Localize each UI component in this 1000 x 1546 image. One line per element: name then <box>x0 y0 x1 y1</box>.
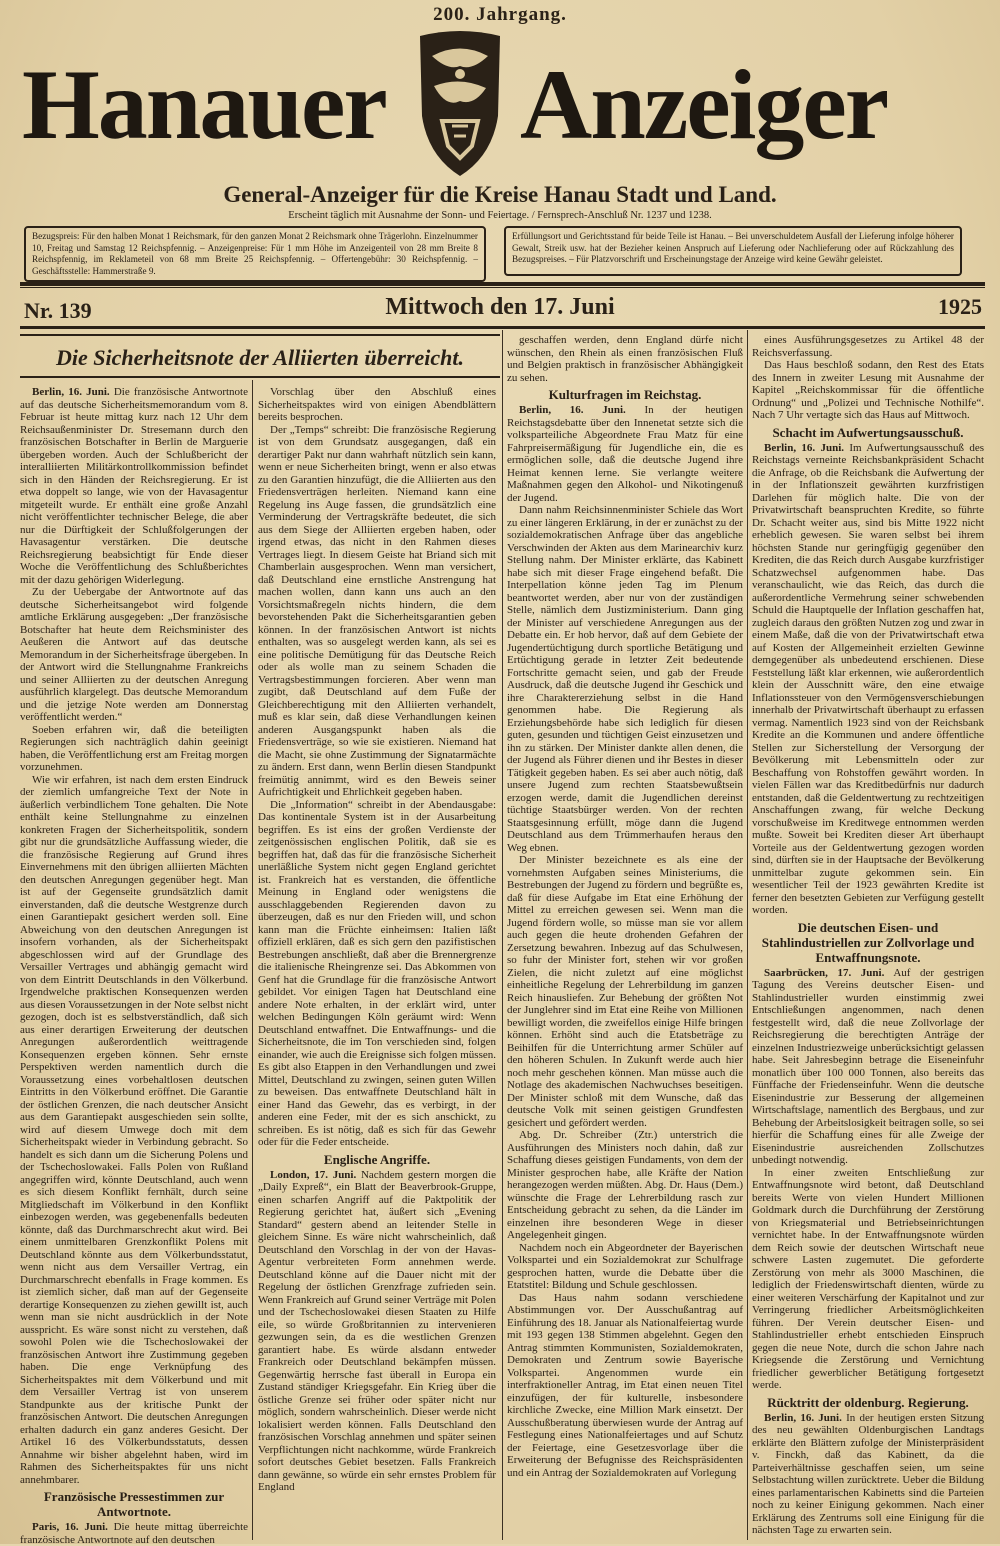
article-paragraph <box>752 442 984 917</box>
column-divider <box>747 330 748 1540</box>
article-paragraph <box>752 334 984 359</box>
paragraph-text: Soeben erfahren wir, daß die beteiligten Regierungen sich nachträglich dahin geeinigt haben, die Veröffentlichung erst am Freitag morgen vorzunehmen. <box>20 723 248 773</box>
article-column-2 <box>258 386 496 1494</box>
paragraph-text: Zu der Uebergabe der Antwortnote auf das deutsche Sicherheitsangebot wird folgende amtliche Erklärung ausgegeben: „Der französische Botschafter hat heute dem Reichsminister des Aeußeren die Antwort auf das deutsche Memorandum in der Sicherheitsfrage übergeben. In der Antwort wird die Stellungnahme Frankreichs und seiner Alliierten zu der deutschen Anregung ausführlich klargelegt. Das deutsche Memorandum und die jetzige Note werden am Donnerstag veröffentlicht werden.“ <box>20 586 248 723</box>
paragraph-text: Auf der gestrigen Tagung des Vereins deutscher Eisen- und Stahlindustrieller wurden einstimmig zwei Entschließungen angenommen, nach denen festgestellt wird, daß die neue Zollvorlage der Reichsregierung die berechtigten Anträge der einzelnen Industriezweige unberücksichtigt gelassen habe. Seit Jahresbeginn betrage die Eiseneinfuhr monatlich über 100 000 Tonnen, also bereits das Fünffache der Friedenseinfuhr. Wenn die deutsche Eisenindustrie zur Besserung der allgemeinen Wirtschaftslage, namentlich des Bergbaus, und zur Behebung der Arbeitslosigkeit beitragen solle, so sei hierfür die Schaffung eines für alle Zweige der Eisenindustrie ausreichenden Zollschutzes unbedingt notwendig. <box>752 966 984 1166</box>
paragraph-text: Dann nahm Reichsinnenminister Schiele das Wort zu einer längeren Erklärung, in der er zunächst zu der sozialdemokratischen Anfrage über das angebliche Verschwinden der Akten aus dem Marinearchiv kurz Stellung nahm. Der Minister erklärte, das Kabinett habe sich mit dieser Frage eingehend befaßt. Die Interpellation könne jeden Tag im Plenum beantwortet werden, aber nur von der zuständigen Stelle, nämlich dem Justizministerium. Dann ging der Minister auf verschiedene Anregungen aus der Debatte ein. Er hob hervor, daß auf dem Gebiete der Jugendertüchtigung durch sportliche Betätigung und Ertüchtigung gerade in letzter Zeit bedeutende Fortschritte gemacht seien, und gab der Freude Ausdruck, daß die deutsche Jugend ihr Geschick und ihre Charaktererziehung selbst in die Hand genommen habe. Die Regierung als Erziehungsbehörde habe sich lediglich für diesen guten, gesunden und tüchtigen Geist einzusetzen und ihn zu stärken. Der Minister dankte allen denen, die der Jugend als Führer dienen und ihr Bestes in dieser Tätigkeit gegeben haben. Es sei aber auch nötig, daß unsere Jugend zum rechten Staatsbewußtsein erzogen werde, damit die Jugendlichen dereinst tüchtige Staatsbürger werden. Von der rechten Staatsgesinnung erfüllt, möge dann die Jugend Deutschland aus dem Trümmerhaufen heraus den Weg ebnen. <box>507 504 743 854</box>
main-headline: Die Sicherheitsnote der Alliierten überreicht. <box>20 334 500 378</box>
article-paragraph <box>752 1167 984 1392</box>
issue-year: 1925 <box>938 294 982 319</box>
paragraph-text: Nachdem gestern morgen die „Daily Expreß“, ein Blatt der Beaverbrook-Gruppe, einen scharfen Angriff auf die Paktpolitik der Regierung gerichtet hat, äußert sich „Evening Standard“ gestern abend an leitender Stelle in gleichem Sinne. Es wäre nicht wahrscheinlich, daß Deutschland den Vorschlag in der von der Havas-Agentur verbreiteten Form annehmen werde. Deutschland könne auf die Dauer nicht mit der Regelung der östlichen Grenzfrage zufrieden sein. Wenn Frankreich auf Grund seiner Verträge mit Polen und der Tschechoslowakei diesen Staaten zu Hilfe eile, so würde Großbritannien zu intervenieren gezwungen sein, da es die westlichen Grenzen garantiert habe. Es würde alsdann entweder Frankreich oder Deutschland bekämpfen müssen. Gegenwärtig herrsche fast überall in Europa ein Zustand ständiger Kriegsgefahr. Ein Krieg über die östliche Grenze sei früher oder später nicht nur möglich, sondern wahrscheinlich. Dieser werde nicht lokalisiert werden können. Falls Deutschland den französischen Vorschlag annehmen und später seinen Verpflichtungen nicht nachkomme, würde Frankreich sofort deutsches Gebiet besetzen. Falls Frankreich dann gewänne, so würde ein sehr ernstes Problem für England <box>258 1168 496 1493</box>
article-paragraph <box>507 504 743 854</box>
article-column-3 <box>507 334 743 1479</box>
article-paragraph <box>752 967 984 1167</box>
article-subheading: Englische Angriffe. <box>323 1151 431 1167</box>
dateline-lead: Berlin, 16. Juni. <box>519 404 626 416</box>
paragraph-text: Der Minister bezeichnete es als eine der vornehmsten Aufgaben seines Ministeriums, die Bestrebungen der Jugend zu fördern und begrüßte es, daß für diese Aufgabe im Etat eine Erhöhung der Mittel zu erreichen gewesen sei. Wenn man die Jugend fördern wolle, so müsse man sie vor allem auch gegen die heute drohenden Gefahren der Zersetzung bewahren. Inbezug auf das Schulwesen, so fuhr der Minister fort, stehen wir vor großen Zielen, die nicht zuletzt auf eine möglichst einheitliche Regelung der Lehrerbildung im ganzen Reich hinausliefen. Zur Behebung der größten Not der Junglehrer sind im Etat eine Reihe von Millionen bewilligt worden, die zweifellos einige Hilfe bringen können. Erhöht sind auch die Etatsbeträge zu Beihilfen für die Unterrichtung armer Schüler auf den höheren Schulen. In Zukunft werde auch hier noch mehr geschehen können. Man müsse auch die Notlage des akademischen Nachwuchses beseitigen. Der Minister schloß mit dem Wunsche, daß das deutsche Volk mit seinen geistigen Grundfesten gesichert und gefördert werden. <box>507 854 743 1129</box>
paragraph-text: geschaffen werden, denn England dürfe nicht wünschen, den Rhein als einen französischen Fluß und Belgien praktisch in französischer Abhängigkeit zu sehen. <box>507 334 743 384</box>
dateline-lead: Berlin, 16. Juni. <box>764 441 845 454</box>
article-paragraph <box>752 1412 984 1537</box>
dateline-lead: Paris, 16. Juni. <box>32 1521 108 1533</box>
paragraph-text: In der heutigen Reichstagsdebatte über den Innenetat setzte sich die volksparteiliche Abgeordnete Frau Matz für eine Fahrpreisermäßigung für Jugendliche ein, die es ermöglichen solle, daß die deutsche Jugend ihre Heimat kennen lerne. Sie verlangte weitere Maßnahmen gegen den Alkohol- und Nikotingenuß der Jugend. <box>507 404 744 504</box>
paragraph-text: Das Haus nahm sodann verschiedene Abstimmungen vor. Der Ausschußantrag auf Einführung des 18. Januar als Nationalfeiertag wurde mit 193 gegen 138 Stimmen abgelehnt. Gegen den Antrag stimmten Kommunisten, Sozialdemokraten, Demokraten und Zentrum sowie Bayerische Volkspartei. Angenommen wurde ein interfraktioneller Antrag, im Etat einen neuen Titel einzufügen, der für kulturelle, insbesondere kirchliche Zwecke, eine Million Mark einsetzt. Der Ausschußberatung überwiesen wurde der Antrag auf Festlegung eines Nationalfeiertages und auf Schutz der Feiertage, eine Gesetzesvorlage über die Erweiterung der Befugnisse des Reichspräsidenten und ein Antrag der Sozialdemokraten auf Vorlegung <box>507 1291 743 1479</box>
publication-info: Erscheint täglich mit Ausnahme der Sonn- und Feiertage. / Fernsprech-Anschluß Nr. 1237 und 1238. <box>288 210 712 221</box>
article-column-4 <box>752 334 984 1537</box>
dateline-lead: Berlin, 16. Juni. <box>764 1411 842 1424</box>
issue-date: Mittwoch den 17. Juni <box>385 294 615 320</box>
masthead-rule-thin <box>20 287 985 288</box>
masthead-subtitle: General-Anzeiger für die Kreise Hanau Stadt und Land. <box>223 182 777 207</box>
article-paragraph <box>752 359 984 422</box>
masthead-rule <box>20 282 985 286</box>
article-paragraph <box>20 724 248 774</box>
masthead-title-right: Anzeiger <box>520 49 888 160</box>
article-paragraph <box>258 1169 496 1494</box>
dateline-lead: London, 17. Juni. <box>270 1168 357 1181</box>
masthead-title-left: Hanauer <box>22 49 386 160</box>
article-paragraph <box>20 586 248 724</box>
article-paragraph <box>507 1292 743 1480</box>
paragraph-text: Nachdem noch ein Abgeordneter der Bayerischen Volkspartei und ein Sozialdemokrat zur Schulfrage gesprochen hatten, wurde die Debatte über die Etatstitel: Bildung und Schule geschlossen. <box>507 1241 743 1291</box>
article-paragraph <box>258 424 496 799</box>
issue-number: Nr. 139 <box>24 298 92 323</box>
paragraph-text: Wie wir erfahren, ist nach dem ersten Eindruck der ziemlich umfangreiche Text der Note in äußerlich verbindlichem Tone gehalten. Die Note enthält keine Stellungnahme zu einzelnen konkreten Fragen der Sicherheitspolitik, sondern gibt nur die grundsätzliche Auffassung wieder, die die französische Regierung auf Grund ihres Einvernehmens mit den übrigen alliierten Mächten den deutschen Anregungen gegenüber hegt. Man ist auf der Gegenseite grundsätzlich damit einverstanden, daß die deutsche Westgrenze durch einen Garantiepakt gesichert werden soll. Eine Abweichung von den deutschen Anregungen ist insofern vorhanden, als der Sicherheitspakt abgeschlossen wird auf der Grundlage des Versailler Vertrages und abhängig gemacht wird von dem Eintritt Deutschlands in den Völkerbund. Irgendwelche praktischen Konsequenzen werden aus diesen Voraussetzungen in der Note selbst nicht gezogen, doch ist es selbstverständlich, daß sich aus einer derartigen Erweiterung der deutschen Anregungen außerordentlich weittragende Konsequenzen ergeben können. Sehr ernste Perspektiven werden namentlich durch die Voraussetzung eines vorbehaltlosen deutschen Eintritts in den Völkerbund eröffnet. Die Garantie der östlichen Grenzen, die nach deutscher Ansicht aus dem Garantiepakt ausgeschieden sein sollte, wird auf diesem Umwege doch mit dem Sicherheitspakt wieder in Verbindung gebracht. So handelt es sich dann um die Sicherung Polens und der Tschechoslowakei. Falls Polen von Rußland angegriffen wird, könnte Deutschland, auch wenn es sich diesem Konflikt fernhält, durch seine Mitgliedschaft im Völkerbund in den Konflikt einbezogen werden, was gegebenenfalls bedeuten könnte, daß das Durchmarschrecht akut wird. Bei einem unmittelbaren Grenzkonflikt Polens mit Deutschland könnte aus dem Völkerbundsstatut, wenn nicht aus dem Versailler Vertrag, ein Durchmarschrecht ebenfalls in Frage kommen. Es ist ziemlich sicher, daß man auf der Gegenseite derartige Konsequenzen zu ziehen gewillt ist, auch wenn man sie nicht ausdrücklich in der Note ausspricht. Es wäre sonst nicht zu verstehen, daß sowohl Polen wie die Tschechoslowakei der französischen Antwort ihre Zustimmung gegeben haben. Die enge Verknüpfung des Sicherheitspaktes mit dem Völkerbund und mit dem Versailler Vertrag ist von unserem Standpunkte aus der kritische Punkt der französischen Antwort. Die deutschen Anregungen erhalten dadurch ein ganz anderes Gesicht. Der Artikel 16 des Völkerbundsstatuts, dessen Annahme wir bisher abgelehnt haben, wird im Rahmen des Sicherheitspaktes für uns nicht annehmbarer. <box>20 773 248 1486</box>
article-subheading: Rücktritt der oldenburg. Regierung. <box>767 1394 969 1410</box>
column-divider <box>252 380 253 1540</box>
paragraph-text: eines Ausführungsgesetzes zu Artikel 48 der Reichsverfassung. <box>752 334 984 359</box>
paragraph-text: In der heutigen ersten Sitzung des neu gewählten Oldenburgischen Landtags erklärte den Blättern zufolge der Ministerpräsident v. Finckh, daß das Kabinett, da die Parteiverhältnisse geschaffen seien, um seine Selbstachtung willen zurücktrete. Ueber die Bildung eines parlamentarischen Kabinetts sind die Parteien noch zu keiner Einigung gekommen. Nach einer Erklärung des Zentrums soll eine Einigung für die nächsten Tage zu erwarten sein. <box>752 1411 985 1536</box>
paragraph-text: Im Aufwertungsausschuß des Reichstags verneinte Reichsbankpräsident Schacht die Anfrage, ob die Reichsbank die Aufwertung der in der Inflationszeit gewährten kurzfristigen Darlehen für möglich halte. Die von der Privatwirtschaft beanspruchten Kredite, so führte Dr. Schacht weiter aus, sind bis Mitte 1922 nicht erheblich gewesen. Sie waren selbst bei ihrem höchsten Stande nur geringfügig gegenüber den Krediten, die das Reich durch Ausgabe kurzfristiger Schatzwechsel aufgenommen habe. Das veranschaulicht, wie das Reich, das durch die außerordentliche Vermehrung seiner schwebenden Schuld die Hauptquelle der Inflation geschaffen hat, zugleich daraus den größten Nutzen zog und zwar in einem Maße, daß die von der Privatwirtschaft etwa auf Kosten der Allgemeinheit erzielten Gewinne demgegenüber als unbedeutend erschienen. Diese Feststellung läßt klar erkennen, wie außerordentlich klein der Ausschnitt wäre, den eine etwaige Inflationssteuer von den Vermögensverschiebungen innerhalb der Privatwirtschaft überhaupt zu erfassen vermag. Namentlich 1923 sind von der Reichsbank Kredite an die Kommunen und andere öffentliche Stellen zur Sicherstellung der Versorgung der Bevölkerung mit Lebensmitteln oder zur Beschaffung von Rohstoffen gewährt worden. In vielen Fällen war das Kreditbedürfnis nur dadurch entstanden, daß die Geldentwertung zu rechtzeitigen Anschaffungen zwang, für welche Deckung vorschußweise im Kreditwege entnommen werden mußte. Soweit bei Krediten dieser Art überhaupt Vorteile aus der Geldentwertung gezogen worden sind, dürften sie in der Hauptsache der Bevölkerung unmittelbar zugute gekommen sein. Ein wesentlicher Teil der 1923 gewährten Kredite ist ferner den besetzten Gebieten zur Verfügung gestellt worden. <box>752 441 984 916</box>
article-subheading: Die deutschen Eisen- und Stahlindustriellen zur Zollvorlage und Entwaffnungsnote. <box>761 919 975 965</box>
article-paragraph <box>258 799 496 1149</box>
article-paragraph <box>258 386 496 424</box>
coat-of-arms-emblem-icon <box>412 26 508 182</box>
subscription-price-box: Bezugspreis: Für den halben Monat 1 Reichsmark, für den ganzen Monat 2 Reichsmark ohne Trägerlohn. Einzelnummer 10, Freitag und Samstag 12 Reichspfennig. – Anzeigenpreise: Für 1 mm Höhe im Anzeigenteil von 28 mm Breite 8 Reichspfennig, im Reklameteil von 68 mm Breite 25 Reichspfennig. – Offertengebühr: 30 Reichspfennig. – Geschäftsstelle: Hammerstraße 9. <box>24 226 486 282</box>
article-paragraph <box>507 404 743 504</box>
paragraph-text: Vorschlag über den Abschluß eines Sicherheitspaktes wird von einigen Abendblättern bereits besprochen. <box>258 386 496 423</box>
article-paragraph <box>507 1242 743 1292</box>
article-paragraph <box>20 774 248 1487</box>
article-paragraph <box>20 1521 248 1546</box>
article-paragraph <box>507 334 743 384</box>
paragraph-text: Der „Temps“ schreibt: Die französische Regierung ist von dem Grundsatz ausgegangen, daß ein derartiger Pakt nur dann wahrhaft nützlich sein kann, wenn er neue Sicherheiten bringt, wenn er also etwas zu den Garantien hinzufügt, die die Alliierten aus den Friedensverträgen herleiten. Niemand kann eine Regelung ins Auge fassen, die grundsätzlich eine Verminderung der Vertragskräfte bedeutet, die sich aus dem Siege der Alliierten ergeben haben, oder irgend etwas, das nicht in den Rahmen dieses Vertrages liegt. In diesem Geiste hat Briand sich mit Chamberlain ausgesprochen. Wenn man versichert, daß Deutschland eine ernstliche Anstrengung hat machen wollen, dann kann uns auch an den Vorsichtsmaßregeln nichts hindern, die dem bevorstehenden Pakt die Sicherheitsgarantien geben können. In der französischen Antwort ist nichts enthalten, was so ausgelegt werden kann, als sei es eine politische Demütigung für das Deutsche Reich oder als wolle man zu seinem Schaden die Vertragsbestimmungen forcieren. Aber wenn man zugibt, daß Deutschland auf dem Fuße der Gleichberechtigung mit den Alliierten verhandelt, muß es klar sein, daß diese Verhandlungen keinen anderen Ausgangspunkt haben als die Friedensverträge, so wie sie existieren. Niemand hat die Macht, sie ohne Zustimmung der Signatarmächte zu ändern. Erst dann, wenn Berlin diesen Standpunkt freimütig annimmt, wird es den Beweis seiner Aufrichtigkeit und Ehrlichkeit gegeben haben. <box>258 423 496 798</box>
article-column-1 <box>20 386 248 1546</box>
article-paragraph <box>507 1129 743 1242</box>
paragraph-text: Das Haus beschloß sodann, den Rest des Etats des Innern in zweiter Lesung mit Ausnahme der Kapitel „Reichskommissar für die öffentliche Ordnung“ und „Polizei und Technische Nothilfe“. Nach 7 Uhr vertagte sich das Haus auf Mittwoch. <box>752 359 984 421</box>
article-paragraph <box>20 386 248 586</box>
article-subheading: Französische Pressestimmen zur Antwortnote. <box>43 1489 225 1519</box>
paragraph-text: Die heute mittag überreichte französische Antwortnote auf den deutschen <box>20 1521 249 1546</box>
paragraph-text: Abg. Dr. Schreiber (Ztr.) unterstrich die Ausführungen des Ministers noch dahin, daß zur Schaffung dieses geistigen Fundaments, von dem der Minister gesprochen habe, alle Kräfte der Nation herangezogen werden müßten. Abg. Dr. Haus (Dem.) wünschte die Frage der Lehrerbildung rasch zur Entscheidung gebracht zu sehen, da die Länder im einzelnen ihre besonderen Wege in dieser Angelegenheit gingen. <box>507 1129 743 1241</box>
column-divider <box>502 330 503 1540</box>
paragraph-text: Die französische Antwortnote auf das deutsche Sicherheitsmemorandum vom 8. Februar ist heute mittag kurz nach 12 Uhr dem Reichsaußenminister Dr. Stresemann durch den französischen Botschafter in Berlin de Marguerie übergeben worden. Auch der Schlußbericht der interalliierten Militärkontrollkommission befindet sich in den Händen der Reichsregierung. Er ist etwa doppelt so lange, wie von der Havasagentur mitgeteilt wurde. Er enthält eine große Anzahl nicht veröffentlichter technischer Belege, die aber nur die Dürftigkeit der Schlußfolgerungen der Havasagentur verstärken. Die deutsche Reichsregierung beabsichtigt für Ende dieser Woche die Veröffentlichung des Schlußberichtes mit der dazu gehörigen Widerlegung. <box>20 386 248 586</box>
paragraph-text: In einer zweiten Entschließung zur Entwaffnungsnote wird betont, daß Deutschland bereits Werte von vielen Hundert Millionen Goldmark durch die Durchführung der Zerstörung von Kriegsmaterial und Betriebseinrichtungen vernichtet habe. In der Entwaffnungsnote würden dem Reich sowie der deutschen Wirtschaft neue schwere Lasten zugemutet. Die geforderte Zerstörung von mehr als 3000 Maschinen, die lediglich der Friedenswirtschaft dienten, würde zu einer weiteren Verschärfung der Kapitalnot und zur Verringerung friedlicher Arbeitsmöglichkeiten führen. Der Verein deutscher Eisen- und Stahlindustrieller erhebt entschieden Einspruch gegen die neue Note, durch die schon Jahre nach Kriegsende die Zerstörung und Vernichtung friedlicher gewerblicher Betätigung fortgesetzt werde. <box>752 1166 984 1391</box>
dateline-lead: Berlin, 16. Juni. <box>32 386 110 398</box>
article-paragraph <box>507 854 743 1129</box>
dateline-rule <box>20 326 985 329</box>
terms-box: Erfüllungsort und Gerichtsstand für beide Teile ist Hanau. – Bei unverschuldetem Ausfall der Lieferung infolge höherer Gewalt, Streik usw. hat der Bezieher keinen Anspruch auf Lieferung oder Nachlieferung oder auf Rückzahlung des Bezugspreises. – Für Platzvorschrift und Erscheinungstage der Anzeige wird keine Gewähr geleistet. <box>504 226 962 276</box>
article-subheading: Kulturfragen im Reichstag. <box>548 387 702 402</box>
article-subheading: Schacht im Aufwertungsausschuß. <box>772 424 964 440</box>
dateline-lead: Saarbrücken, 17. Juni. <box>764 966 885 979</box>
volume-year: 200. Jahrgang. <box>433 4 567 25</box>
paragraph-text: Die „Information“ schreibt in der Abendausgabe: Das kontinentale System ist in der Ausarbeitung begriffen. Es ist eins der großen Verdienste der zeitgenössischen englischen Politik, daß sie es begriffen hat, daß das für die französische Sicherheit unerläßliche System nicht gegen England gerichtet ist. Frankreich hat es verstanden, die öffentliche Meinung in England oder wenigstens die ausschlaggebenden Regierenden davon zu überzeugen, daß es nur den Frieden will, und schon kann man die Früchte einheimsen: Italien läßt offiziell erklären, daß es sich gern den pazifistischen Bestrebungen anschließt, daß aber die Brennergrenze die italienische Rheingrenze sei. Das Abkommen von Genf hat die Grundlage für die französische Antwort gebildet. Vor einigen Tagen hat Deutschland eine andere Note erhalten, in der erklärt wird, unter welchen Bedingungen Köln geräumt wird: Wenn Deutschland entwaffnet. Die Entwaffnungs- und die Sicherheitsnote, die im Ton verschieden sind, folgen einander, wie auch die Ereignisse sich folgen müssen. Es gibt also Etappen in den Verhandlungen und zwei Mittel, Deutschland zu zwingen, seinen guten Willen zu beweisen. Das entwaffnete Deutschland hält in einer Hand das Gewehr, das es verbirgt, in der anderen eine Feder, mit der es sich anschickt, zu schreiben. Es ist nötig, daß es sich für das Gewehr oder für die Feder entscheide. <box>258 798 496 1148</box>
